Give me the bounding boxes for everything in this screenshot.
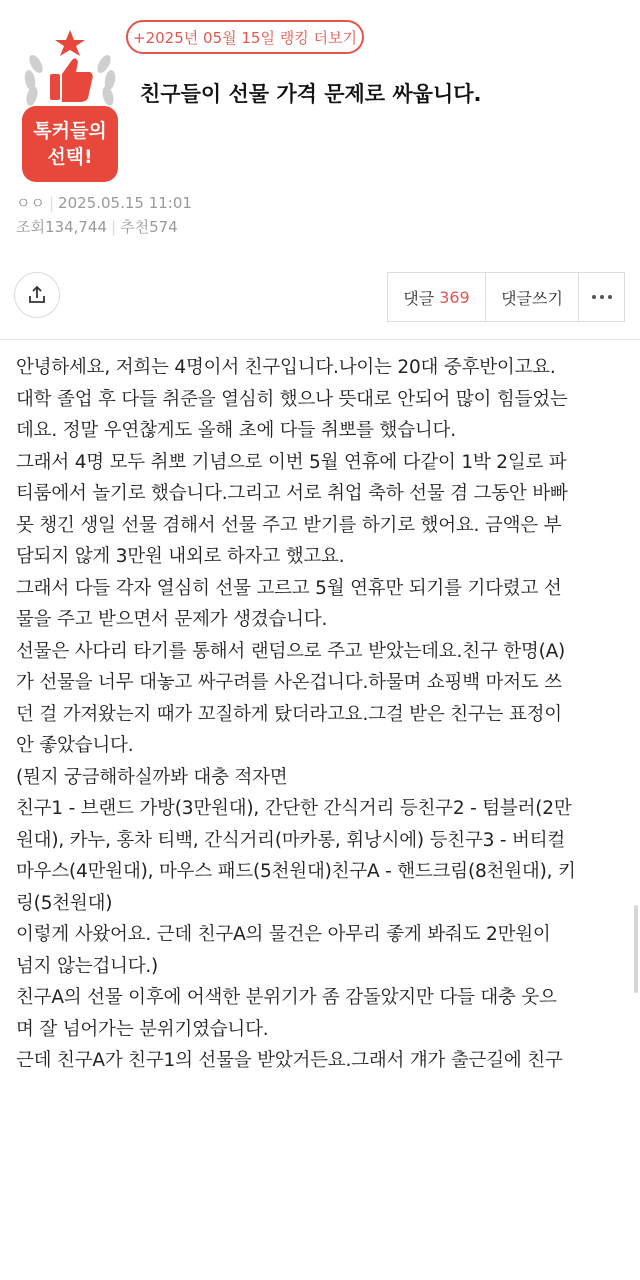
body-line: 못 챙긴 생일 선물 겸해서 선물 주고 받기를 하기로 했어요. 금액은 부 bbox=[16, 514, 562, 536]
body-line: 친구A의 선물 이후에 어색한 분위기가 좀 감돌았지만 다들 대충 웃으 bbox=[16, 987, 557, 1008]
post-title: 친구들이 선물 가격 문제로 싸웁니다. bbox=[140, 82, 482, 106]
comments-label: 댓글 bbox=[403, 288, 435, 308]
more-icon bbox=[590, 294, 614, 300]
body-line: 근데 친구A가 친구1의 선물을 받았거든요.그래서 걔가 출근길에 친구 bbox=[16, 1050, 563, 1071]
post-meta-author-date bbox=[16, 192, 192, 213]
post-meta-stats bbox=[16, 216, 178, 237]
body-line: 그래서 다들 각자 열심히 선물 고르고 5월 연휴만 되기를 기다렸고 선 bbox=[16, 577, 562, 599]
badge-line-2: 선택! bbox=[47, 146, 93, 168]
body-line: 데요. 정말 우연찮게도 올해 초에 다들 취뽀를 했습니다. bbox=[16, 420, 456, 441]
more-options-button[interactable] bbox=[579, 273, 624, 321]
body-line: 티룸에서 놀기로 했습니다.그리고 서로 취업 축하 선물 겸 그동안 바빠 bbox=[16, 483, 568, 504]
body-line: 이렇게 사왔어요. 근데 친구A의 물건은 아무리 좋게 봐줘도 2만원이 bbox=[16, 924, 551, 945]
author-name: ㅇㅇ bbox=[16, 194, 45, 212]
comments-button[interactable] bbox=[388, 273, 486, 321]
post-body bbox=[0, 340, 640, 1077]
body-line: 선물은 사다리 타기를 통해서 랜덤으로 주고 받았는데요.친구 한명(A) bbox=[16, 640, 566, 662]
views-count: 134,744 bbox=[44, 218, 108, 236]
header-divider bbox=[0, 339, 640, 340]
views-label: 조회 bbox=[16, 218, 45, 236]
body-line: 친구1 - 브랜드 가방(3만원대), 간단한 간식거리 등친구2 - 텀블러(2만 bbox=[16, 798, 572, 819]
body-line: 그래서 4명 모두 취뽀 기념으로 이번 5월 연휴에 다같이 1박 2일로 파 bbox=[16, 451, 567, 473]
thumbs-up-icon bbox=[50, 58, 93, 102]
body-line: 물을 주고 받으면서 문제가 생겼습니다. bbox=[16, 609, 328, 630]
comments-count: 369 bbox=[439, 287, 470, 307]
body-line: 마우스(4만원대), 마우스 패드(5천원대)친구A - 핸드크림(8천원대), 키 bbox=[16, 861, 576, 882]
body-line: 담되지 않게 3만원 내외로 하자고 했고요. bbox=[16, 546, 345, 567]
body-line: (뭔지 궁금해하실까봐 대충 적자면 bbox=[16, 766, 288, 788]
write-comment-button[interactable]: 댓글쓰기 bbox=[486, 273, 579, 321]
post-date: 2025.05.15 11:01 bbox=[58, 194, 192, 212]
post-actions bbox=[387, 272, 625, 322]
laurel-icon bbox=[14, 28, 126, 118]
share-icon bbox=[27, 285, 47, 305]
body-line: 링(5천원대) bbox=[16, 892, 113, 914]
recommend-count: 574 bbox=[149, 218, 178, 236]
post-header bbox=[0, 0, 640, 340]
scrollbar[interactable] bbox=[634, 905, 638, 993]
badge-line-1: 톡커들의 bbox=[33, 120, 107, 142]
meta-separator: | bbox=[48, 194, 55, 212]
body-line: 대학 졸업 후 다들 취준을 열심히 했으나 뜻대로 안되어 많이 힘들었는 bbox=[16, 388, 568, 410]
body-line: 넘지 않는겁니다.) bbox=[16, 955, 159, 977]
body-line: 안 좋았습니다. bbox=[16, 735, 134, 756]
recommend-label: 추천 bbox=[120, 218, 150, 236]
star-icon bbox=[55, 30, 85, 56]
meta-separator: | bbox=[111, 218, 117, 236]
body-line: 가 선물을 너무 대놓고 싸구려를 사온겁니다.하물며 쇼핑백 마저도 쓰 bbox=[16, 672, 562, 693]
body-line: 원대), 카누, 홍차 티백, 간식거리(마카롱, 휘낭시에) 등친구3 - 버티컬 bbox=[16, 829, 566, 851]
body-line: 안녕하세요, 저희는 4명이서 친구입니다.나이는 20대 중후반이고요. bbox=[16, 357, 556, 378]
body-line: 며 잘 넘어가는 분위기였습니다. bbox=[16, 1018, 269, 1040]
talkers-choice-badge bbox=[14, 28, 126, 183]
body-line: 던 걸 가져왔는지 때가 꼬질하게 탔더라고요.그걸 받은 친구는 표정이 bbox=[16, 703, 562, 725]
share-button[interactable] bbox=[14, 272, 60, 318]
ranking-more-link[interactable]: +2025년 05월 15일 랭킹 더보기 bbox=[126, 20, 364, 54]
